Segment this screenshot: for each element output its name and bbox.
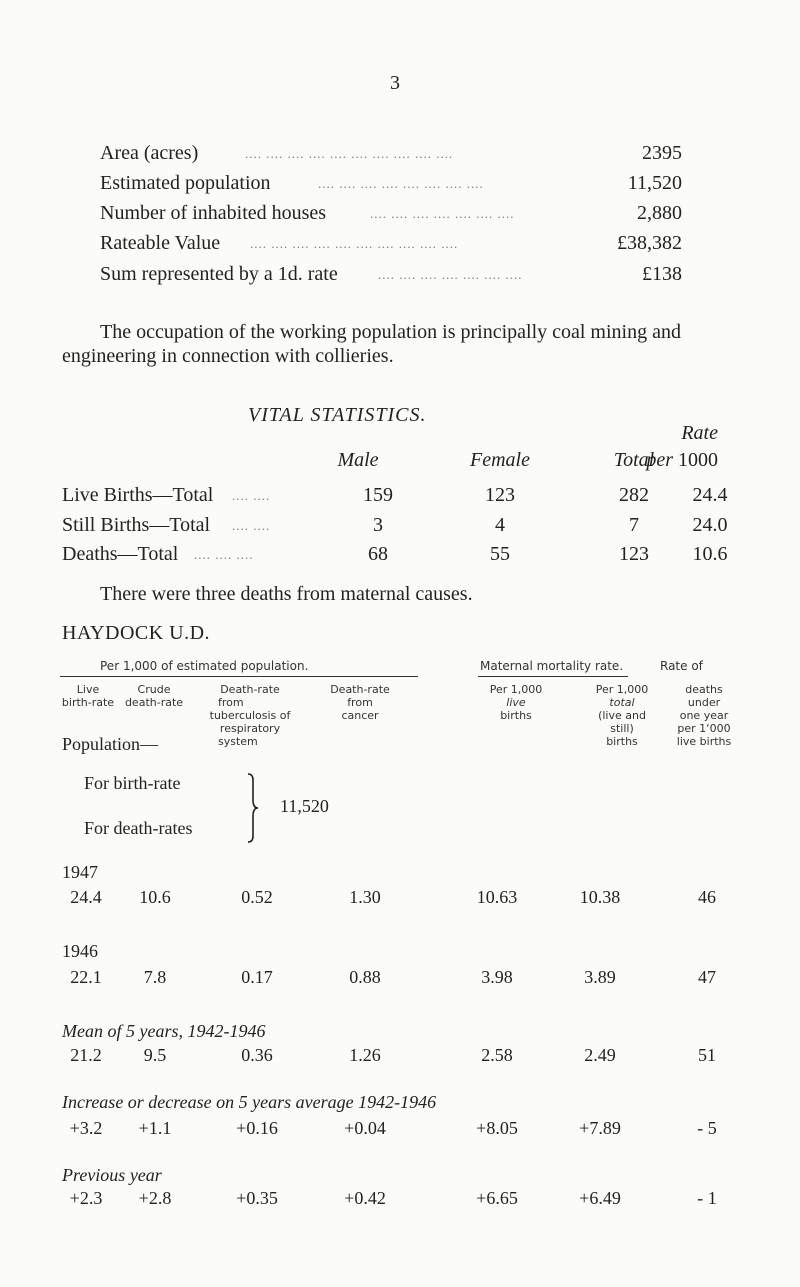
row-label-1946: 1946 [62, 941, 98, 961]
value-cell: +3.2 [69, 1118, 103, 1138]
value-cell: +2.8 [138, 1188, 172, 1208]
deaths-total: 123 [619, 543, 649, 565]
leader-dots: .... .... .... .... .... .... .... .... [318, 176, 484, 191]
value-cell: 3.89 [584, 967, 616, 987]
deaths-female: 55 [490, 543, 510, 565]
col-live-birth-rate: Live birth-rate [61, 683, 115, 709]
curly-brace-icon [244, 772, 262, 844]
leader-dots: .... .... .... .... .... .... .... .... .... .... [250, 236, 459, 251]
value-cell: +2.3 [69, 1188, 103, 1208]
rate-header-top: Rate [681, 422, 718, 444]
value-cell: 0.52 [241, 887, 273, 907]
rate-sum-label: Sum represented by a 1d. rate [100, 263, 338, 285]
value-cell: +6.49 [579, 1188, 621, 1208]
live-births-total: 282 [619, 484, 649, 506]
area-value: 2395 [642, 142, 682, 164]
still-births-male: 3 [373, 514, 383, 536]
live-births-female: 123 [485, 484, 515, 506]
value-cell: +0.35 [236, 1188, 278, 1208]
col-cancer-death-rate: Death-rate from cancer [330, 683, 390, 722]
value-cell: +8.05 [476, 1118, 518, 1138]
value-cell: 1.26 [349, 1045, 381, 1065]
leader-dots: .... .... .... .... .... .... .... .... .... .... [245, 146, 454, 161]
per-population-header: Per 1,000 of estimated population. [100, 659, 309, 673]
col-per-1000-total: Per 1,000 total (live and still) births [595, 683, 649, 748]
value-cell: 0.17 [241, 967, 273, 987]
header-rule [478, 676, 628, 677]
population-value: 11,520 [627, 172, 682, 194]
population-heading: Population— [62, 734, 159, 754]
population-label: Estimated population [100, 172, 271, 194]
death-rates-label: For death-rates [84, 818, 193, 838]
col-crude-death-rate: Crude death-rate [124, 683, 184, 709]
row-label-mean: Mean of 5 years, 1942-1946 [62, 1021, 266, 1041]
rate-header-bottom: per 1000 [646, 449, 718, 471]
value-cell: 24.4 [70, 887, 102, 907]
value-cell: +7.89 [579, 1118, 621, 1138]
value-cell: 1.30 [349, 887, 381, 907]
rateable-label: Rateable Value [100, 232, 221, 254]
occupation-paragraph: The occupation of the working population is principally coal mining and engineering in connection with collieries. [62, 321, 681, 367]
rateable-value: £38,382 [617, 232, 682, 254]
female-header: Female [470, 449, 530, 471]
row-label-1947: 1947 [62, 862, 98, 882]
value-cell: - 5 [697, 1118, 717, 1138]
houses-value: 2,880 [637, 202, 682, 224]
value-cell: 0.88 [349, 967, 381, 987]
value-cell: 21.2 [70, 1045, 102, 1065]
leader-dots: .... .... .... [194, 547, 254, 562]
live-births-male: 159 [363, 484, 393, 506]
still-births-label: Still Births—Total [62, 514, 211, 536]
deaths-rate: 10.6 [692, 543, 728, 565]
col-tb-death-rate: Death-rate from tuberculosis of respiratory system [209, 683, 291, 748]
value-cell: +0.16 [236, 1118, 278, 1138]
vital-statistics-title: VITAL STATISTICS. [248, 404, 427, 426]
area-label: Area (acres) [100, 142, 199, 164]
value-cell: +0.42 [344, 1188, 386, 1208]
value-cell: 9.5 [143, 1045, 167, 1065]
col-per-1000-live: Per 1,000 live births [489, 683, 543, 722]
rate-sum-value: £138 [642, 263, 682, 285]
leader-dots: .... .... .... .... .... .... .... [370, 206, 515, 221]
page-number: 3 [390, 72, 400, 94]
value-cell: 2.49 [584, 1045, 616, 1065]
total-header: Total [613, 449, 655, 471]
live-births-label: Live Births—Total [62, 484, 214, 506]
live-births-rate: 24.4 [692, 484, 728, 506]
maternal-header: Maternal mortality rate. [480, 659, 624, 673]
value-cell: 10.38 [579, 887, 621, 907]
value-cell: +1.1 [138, 1118, 172, 1138]
header-rule [60, 676, 418, 677]
leader-dots: .... .... [232, 518, 271, 533]
maternal-deaths-note: There were three deaths from maternal causes. [100, 583, 473, 605]
value-cell: 7.8 [143, 967, 167, 987]
col-infant-deaths: deaths under one year per 1‘000 live births [676, 683, 732, 748]
value-cell: +0.04 [344, 1118, 386, 1138]
value-cell: 22.1 [70, 967, 102, 987]
still-births-female: 4 [495, 514, 505, 536]
rate-of-header: Rate of [660, 659, 703, 673]
deaths-label: Deaths—Total [62, 543, 179, 565]
value-cell: - 1 [697, 1188, 717, 1208]
value-cell: +6.65 [476, 1188, 518, 1208]
value-cell: 46 [698, 887, 716, 907]
value-cell: 51 [698, 1045, 716, 1065]
row-label-increase: Increase or decrease on 5 years average 1942-1946 [62, 1092, 437, 1112]
value-cell: 3.98 [481, 967, 513, 987]
birth-rate-label: For birth-rate [84, 773, 181, 793]
value-cell: 0.36 [241, 1045, 273, 1065]
deaths-male: 68 [368, 543, 388, 565]
houses-label: Number of inhabited houses [100, 202, 327, 224]
value-cell: 2.58 [481, 1045, 513, 1065]
male-header: Male [337, 449, 379, 471]
leader-dots: .... .... [232, 488, 271, 503]
still-births-rate: 24.0 [692, 514, 728, 536]
population-value: 11,520 [280, 796, 329, 816]
leader-dots: .... .... .... .... .... .... .... [378, 267, 523, 282]
haydock-title: HAYDOCK U.D. [62, 622, 211, 644]
still-births-total: 7 [629, 514, 639, 536]
value-cell: 10.63 [476, 887, 518, 907]
value-cell: 47 [698, 967, 716, 987]
row-label-previous: Previous year [62, 1165, 162, 1185]
value-cell: 10.6 [139, 887, 171, 907]
